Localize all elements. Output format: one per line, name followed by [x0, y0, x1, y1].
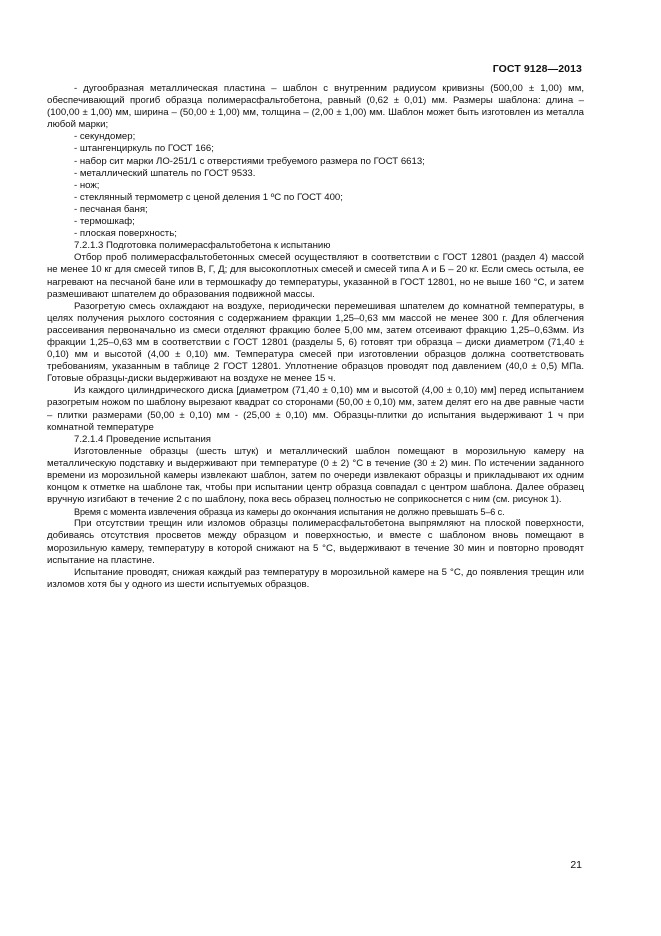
- list-item: - термошкаф;: [74, 216, 135, 228]
- list-item: - песчаная баня;: [74, 203, 148, 215]
- paragraph-cooling: Разогретую смесь охлаждают на воздухе, периодически перемешивая шпателем до комнатной температуры, в целях получения рыхлого состояния с содержанием фракции 1,25–0,63 мм массой не менее 300 г. Для облегчения рассеивания первоначально из смеси отделяют фракцию более 5,00 мм, затем отсеивают фракцию 1,25–0,63мм. Из фракции 1,25–0,63 мм в соответствии с ГОСТ 12801 (разделы 5, 6) готовят три образца – диски диаметром (71,40 ± 0,10) мм и высотой (4,00 ± 0,10) мм. Температура смесей при изготовлении образцов должна соответствовать требованиям, указанным в таблице 2 ГОСТ 12801. Уплотнение образцов проводят под давлением (40,0 ± 0,5) МПа. Готовые образцы-диски выдерживают на воздухе не менее 15 ч.: [47, 300, 584, 385]
- page-number: 21: [570, 859, 582, 871]
- list-item: - штангенциркуль по ГОСТ 166;: [74, 143, 214, 155]
- list-item: - набор сит марки ЛО-251/1 с отверстиями требуемого размера по ГОСТ 6613;: [74, 155, 425, 167]
- paragraph-sampling: Отбор проб полимерасфальтобетонных смесей осуществляют в соответствии с ГОСТ 12801 (раздел 4) массой не менее 10 кг для смесей типов В, Г, Д; для высокоплотных смесей и смесей типа А и Б – 20 кг. Если смесь остыла, ее нагревают на песчаной бане или в термошкафу до температуры, указанной в ГОСТ 12801, но не выше 160 °С, и затем размешивают шпателем до образования подвижной массы.: [47, 252, 584, 300]
- paragraph-repeat: При отсутствии трещин или изломов образцы полимерасфальтобетона выпрямляют на плоской поверхности, добиваясь отсутствия просветов между образцом и поверхностью, и вместе с шаблоном вновь помещают в морозильную камеру, температуру в которой снижают на 5 °С, выдерживают в течение 30 мин и повторно проводят испытание на пластине.: [47, 518, 584, 566]
- paragraph-final: Испытание проводят, снижая каждый раз температуру в морозильной камере на 5 °С, до появления трещин или изломов хотя бы у одного из шести испытуемых образцов.: [47, 566, 584, 590]
- paragraph-freezing: Изготовленные образцы (шесть штук) и металлический шаблон помещают в морозильную камеру на металлическую подставку и выдерживают при температуре (0 ± 2) °С в течение (30 ± 2) мин. По истечении заданного времени из морозильной камеры извлекают шаблон, затем по очереди извлекают образцы и прикладывают их одним концом к отметке на шаблоне так, чтобы при испытании центр образца совпадал с центром шаблона. Далее образец вручную изгибают в течение 2 с по шаблону, пока весь образец полностью не соприкоснется с ним (см. рисунок 1).: [47, 445, 584, 506]
- list-item: - плоская поверхность;: [74, 228, 177, 240]
- page-content: [47, 83, 584, 591]
- paragraph-template-description: - дугообразная металлическая пластина – шаблон с внутренним радиусом кривизны (500,00 ± 1,00) мм, обеспечивающий прогиб образца полимерасфальтобетона, равный (0,62 ± 0,01) мм. Размеры шаблона: длина – (100,00 ± 1,00) мм, ширина – (50,00 ± 1,00) мм, толщина – (2,00 ± 1,00) мм. Шаблон может быть изготовлен из металла любой марки;: [47, 83, 584, 131]
- equipment-list: [47, 131, 584, 240]
- section-heading-preparation: 7.2.1.3 Подготовка полимерасфальтобетона к испытанию: [74, 240, 331, 252]
- list-item: - нож;: [74, 179, 100, 191]
- list-item: - металлический шпатель по ГОСТ 9533.: [74, 167, 256, 179]
- list-item: - стеклянный термометр с ценой деления 1 ºС по ГОСТ 400;: [74, 191, 343, 203]
- list-item: - секундомер;: [74, 131, 136, 143]
- section-heading-testing: 7.2.1.4 Проведение испытания: [74, 433, 211, 445]
- paragraph-cutting: Из каждого цилиндрического диска [диаметром (71,40 ± 0,10) мм и высотой (4,00 ± 0,10) мм] перед испытанием разогретым ножом по шаблону вырезают квадрат со сторонами (50,00 ± 0,10) мм, затем делят его на две равные части – плитки размерами (50,00 ± 0,10) мм - (25,00 ± 0,10) мм. Образцы-плитки до испытания выдерживают 1 ч при комнатной температуре: [47, 385, 584, 433]
- document-header-standard: ГОСТ 9128—2013: [492, 63, 582, 75]
- paragraph-time-limit: Время с момента извлечения образца из камеры до окончания испытания не должно превышать 5–6 с.: [74, 507, 505, 518]
